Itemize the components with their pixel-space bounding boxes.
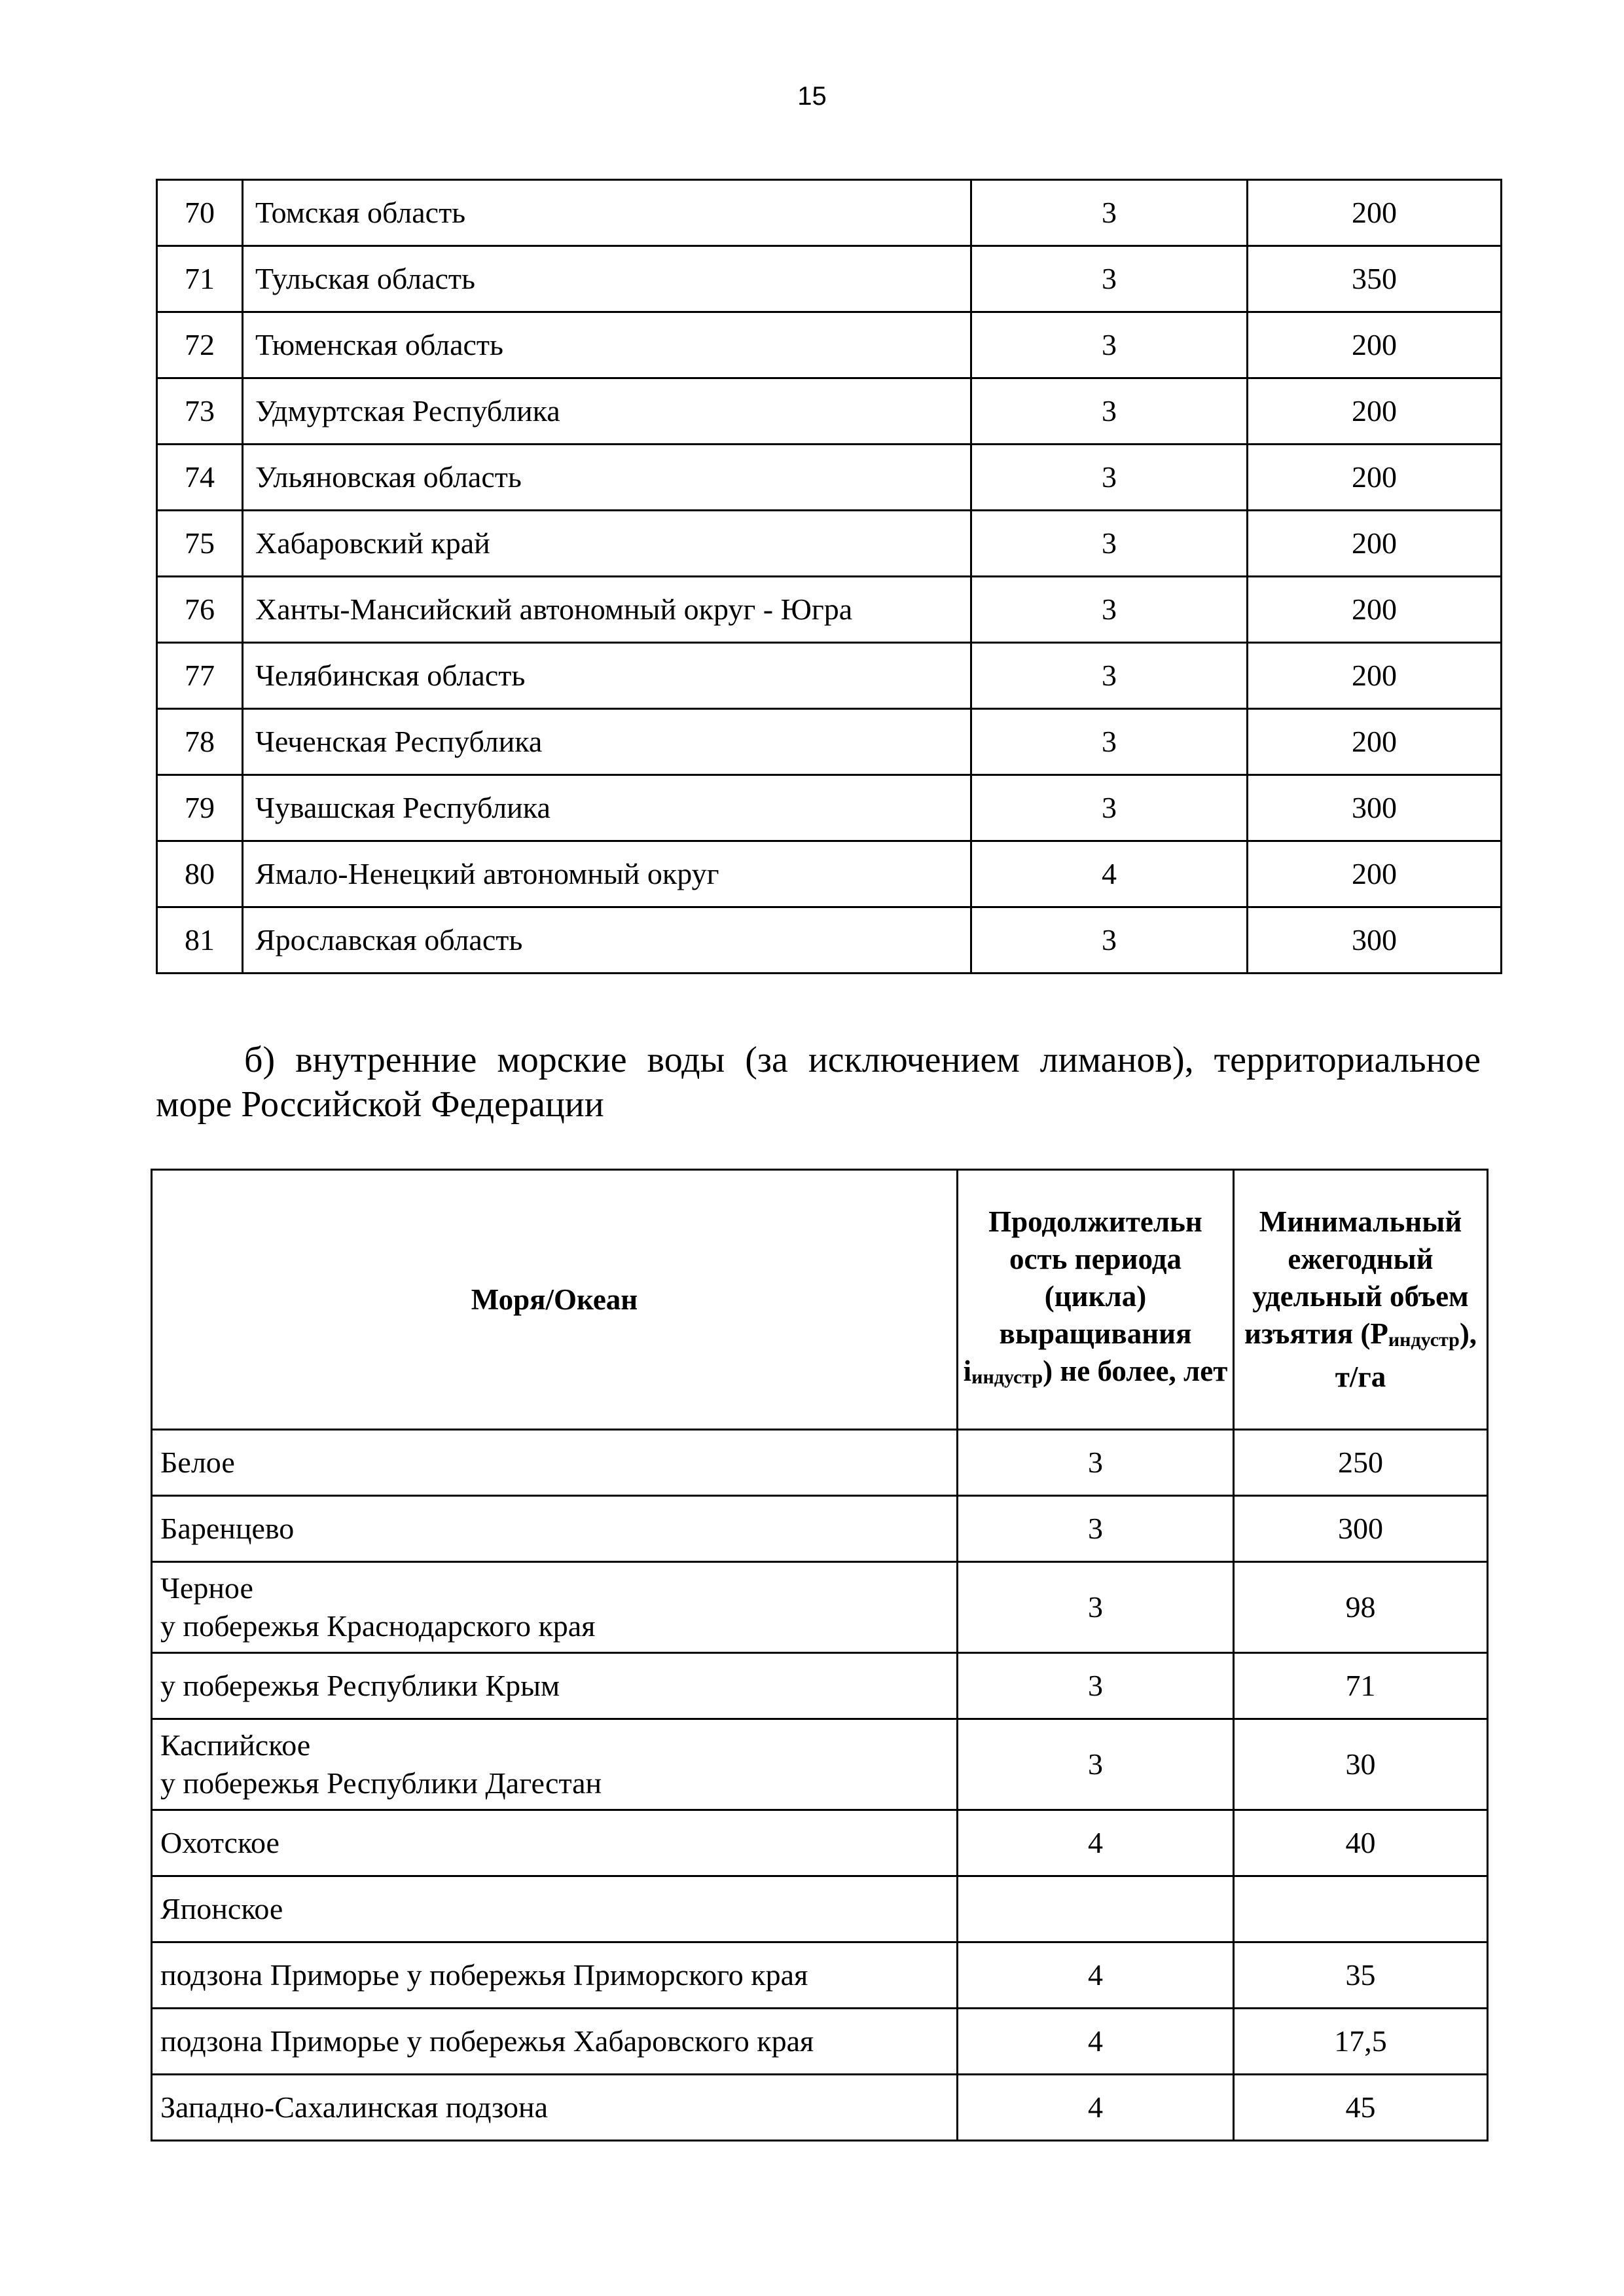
header-volume — [1234, 1170, 1488, 1430]
harvest-volume: 200 — [1248, 511, 1502, 577]
sea-name — [152, 1876, 958, 1942]
table-row — [152, 1810, 1488, 1876]
region-name: Чувашская Республика — [243, 775, 971, 841]
harvest-volume: 200 — [1248, 445, 1502, 511]
harvest-volume: 17,5 — [1234, 2009, 1488, 2075]
harvest-volume: 200 — [1248, 709, 1502, 775]
header-duration-suffix: ) не более, лет — [1043, 1355, 1228, 1387]
header-volume-text: Минимальный ежегодный удельный объем изъятия (P — [1244, 1205, 1469, 1350]
harvest-volume: 200 — [1248, 312, 1502, 378]
sea-name-line: Японское — [160, 1892, 283, 1925]
cycle-duration: 3 — [958, 1719, 1234, 1810]
table-row — [157, 180, 1502, 246]
table-row — [152, 2075, 1488, 2141]
region-name: Ханты-Мансийский автономный округ - Югра — [243, 577, 971, 643]
harvest-volume: 300 — [1234, 1496, 1488, 1562]
header-duration-text: Продолжительн ость периода (цикла) выращивания — [988, 1205, 1202, 1350]
regions-table — [156, 179, 1502, 974]
seas-table-header-row — [152, 1170, 1488, 1430]
harvest-volume: 200 — [1248, 841, 1502, 907]
cycle-duration — [958, 1876, 1234, 1942]
table-row — [152, 1496, 1488, 1562]
table-row — [152, 1876, 1488, 1942]
table-row — [157, 709, 1502, 775]
table-row — [157, 445, 1502, 511]
sea-name — [152, 1810, 958, 1876]
region-name: Тульская область — [243, 246, 971, 312]
row-number: 77 — [157, 643, 243, 709]
region-name: Ярославская область — [243, 907, 971, 974]
page-number: 15 — [797, 82, 827, 111]
section-b-text: б) внутренние морские воды (за исключением лиманов), территориальное море Российской Федерации — [156, 1040, 1481, 1125]
cycle-duration: 3 — [971, 709, 1248, 775]
region-name: Хабаровский край — [243, 511, 971, 577]
cycle-duration: 3 — [971, 246, 1248, 312]
sea-name-line: подзона Приморье у побережья Приморского края — [160, 1958, 808, 1992]
table-row — [157, 577, 1502, 643]
sea-subregion-line: у побережья Краснодарского края — [160, 1609, 596, 1643]
table-row — [152, 1430, 1488, 1496]
table-row — [152, 1719, 1488, 1810]
sea-name-line: Баренцево — [160, 1512, 295, 1545]
row-number: 71 — [157, 246, 243, 312]
cycle-duration: 3 — [971, 445, 1248, 511]
sea-name — [152, 1562, 958, 1653]
row-number: 76 — [157, 577, 243, 643]
cycle-duration: 3 — [971, 511, 1248, 577]
row-number: 75 — [157, 511, 243, 577]
cycle-duration: 4 — [971, 841, 1248, 907]
header-duration — [958, 1170, 1234, 1430]
sea-name-line: Черное — [160, 1571, 253, 1605]
cycle-duration: 3 — [958, 1653, 1234, 1719]
cycle-duration: 4 — [958, 2009, 1234, 2075]
harvest-volume: 30 — [1234, 1719, 1488, 1810]
sea-name — [152, 1719, 958, 1810]
row-number: 74 — [157, 445, 243, 511]
harvest-volume: 200 — [1248, 643, 1502, 709]
cycle-duration: 3 — [971, 180, 1248, 246]
row-number: 79 — [157, 775, 243, 841]
header-duration-symbol: i — [963, 1355, 972, 1387]
harvest-volume: 45 — [1234, 2075, 1488, 2141]
row-number: 72 — [157, 312, 243, 378]
harvest-volume: 98 — [1234, 1562, 1488, 1653]
harvest-volume: 40 — [1234, 1810, 1488, 1876]
harvest-volume: 35 — [1234, 1942, 1488, 2009]
sea-name — [152, 1430, 958, 1496]
region-name: Ямало-Ненецкий автономный округ — [243, 841, 971, 907]
table-row — [152, 1653, 1488, 1719]
sea-name — [152, 1942, 958, 2009]
header-volume-suffix: ), т/га — [1335, 1317, 1477, 1393]
cycle-duration: 3 — [958, 1430, 1234, 1496]
harvest-volume: 200 — [1248, 378, 1502, 445]
cycle-duration: 4 — [958, 2075, 1234, 2141]
cycle-duration: 3 — [971, 378, 1248, 445]
table-row — [157, 907, 1502, 974]
harvest-volume: 71 — [1234, 1653, 1488, 1719]
region-name: Чеченская Республика — [243, 709, 971, 775]
table-row — [157, 775, 1502, 841]
row-number: 78 — [157, 709, 243, 775]
cycle-duration: 3 — [971, 775, 1248, 841]
table-row — [157, 643, 1502, 709]
table-row — [152, 2009, 1488, 2075]
harvest-volume: 300 — [1248, 907, 1502, 974]
header-duration-subscript: индустр — [971, 1366, 1043, 1388]
cycle-duration: 3 — [958, 1562, 1234, 1653]
row-number: 73 — [157, 378, 243, 445]
row-number: 70 — [157, 180, 243, 246]
sea-name-line: Западно-Сахалинская подзона — [160, 2090, 549, 2124]
seas-table — [151, 1169, 1489, 2141]
sea-name — [152, 1496, 958, 1562]
sea-name — [152, 1653, 958, 1719]
row-number: 81 — [157, 907, 243, 974]
cycle-duration: 4 — [958, 1942, 1234, 2009]
cycle-duration: 3 — [971, 907, 1248, 974]
cycle-duration: 3 — [958, 1496, 1234, 1562]
cycle-duration: 3 — [971, 643, 1248, 709]
region-name: Ульяновская область — [243, 445, 971, 511]
sea-name — [152, 2075, 958, 2141]
section-b-heading — [156, 1038, 1481, 1127]
table-row — [152, 1942, 1488, 2009]
sea-name-line: Каспийское — [160, 1728, 311, 1762]
harvest-volume: 200 — [1248, 180, 1502, 246]
region-name: Тюменская область — [243, 312, 971, 378]
region-name: Томская область — [243, 180, 971, 246]
sea-name-line: Белое — [160, 1446, 235, 1479]
sea-subregion-line: у побережья Республики Дагестан — [160, 1766, 602, 1800]
table-row — [157, 841, 1502, 907]
table-row — [157, 378, 1502, 445]
cycle-duration: 3 — [971, 577, 1248, 643]
harvest-volume: 350 — [1248, 246, 1502, 312]
sea-name — [152, 2009, 958, 2075]
sea-name-line: Охотское — [160, 1826, 280, 1859]
cycle-duration: 4 — [958, 1810, 1234, 1876]
harvest-volume: 250 — [1234, 1430, 1488, 1496]
region-name: Челябинская область — [243, 643, 971, 709]
header-sea: Моря/Океан — [152, 1170, 958, 1430]
harvest-volume: 200 — [1248, 577, 1502, 643]
cycle-duration: 3 — [971, 312, 1248, 378]
sea-name-line: у побережья Республики Крым — [160, 1669, 560, 1702]
table-row — [157, 511, 1502, 577]
harvest-volume — [1234, 1876, 1488, 1942]
region-name: Удмуртская Республика — [243, 378, 971, 445]
table-row — [152, 1562, 1488, 1653]
header-volume-subscript: индустр — [1388, 1329, 1460, 1351]
harvest-volume: 300 — [1248, 775, 1502, 841]
row-number: 80 — [157, 841, 243, 907]
table-row — [157, 246, 1502, 312]
table-row — [157, 312, 1502, 378]
sea-name-line: подзона Приморье у побережья Хабаровского края — [160, 2024, 814, 2058]
